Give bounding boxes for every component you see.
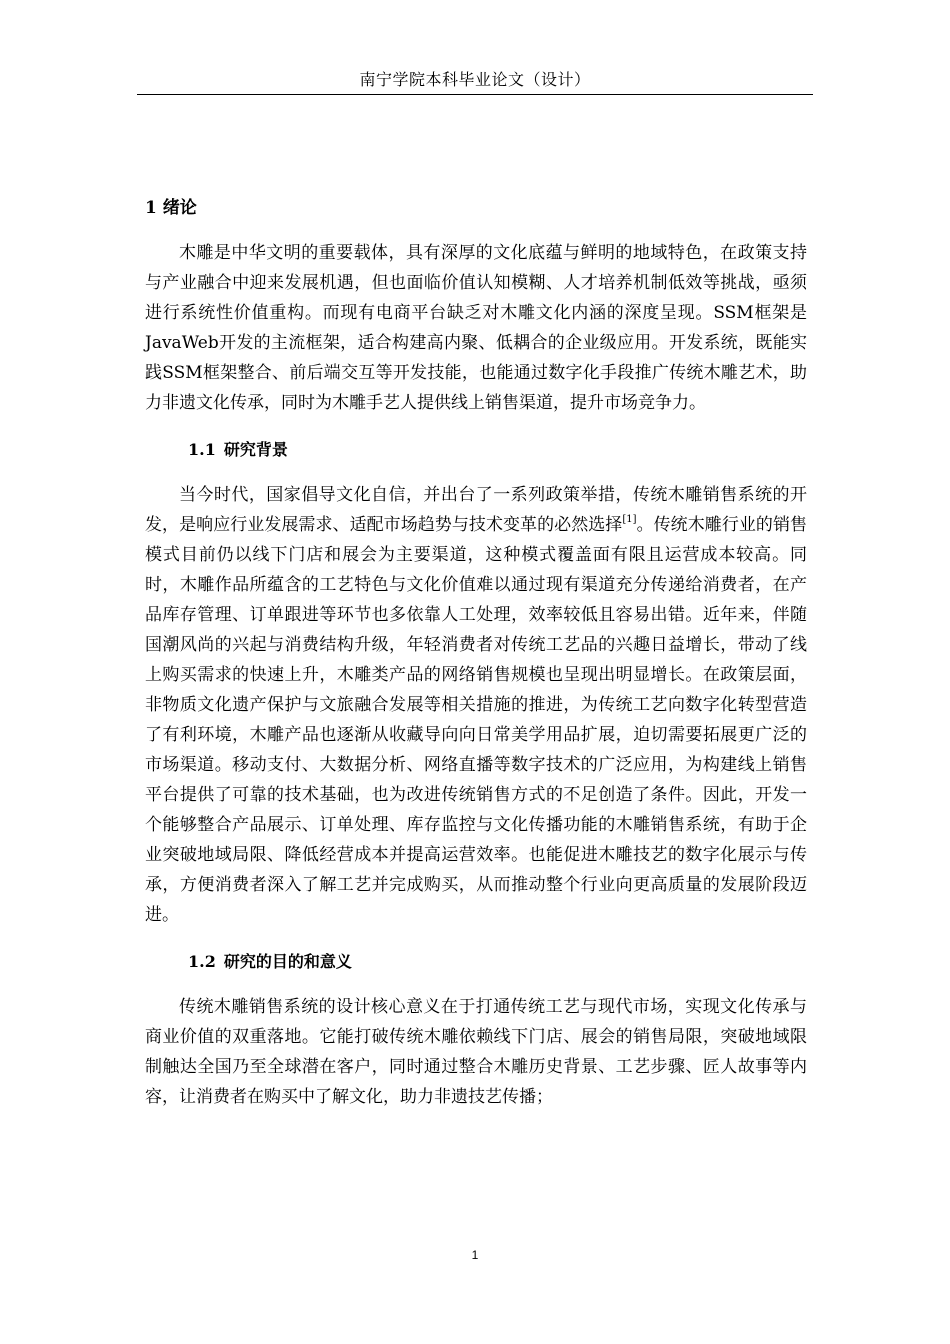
paragraph-intro: 木雕是中华文明的重要载体，具有深厚的文化底蕴与鲜明的地域特色，在政策支持与产业融合中迎来发展机遇，但也面临价值认知模糊、人才培养机制低效等挑战，亟须进行系统性价值重构。而现有电商平台缺乏对木雕文化内涵的深度呈现。SSM框架是JavaWeb开发的主流框架，适合构建高内聚、低耦合的企业级应用。开发系统，既能实践SSM框架整合、前后端交互等开发技能，也能通过数字化手段推广传统木雕艺术，助力非遗文化传承，同时为木雕手艺人提供线上销售渠道，提升市场竞争力。 (145, 243, 807, 413)
document-body (145, 190, 807, 1112)
section-number: 1.1 (188, 440, 216, 459)
paragraph-text: 当今时代，国家倡导文化自信，并出台了一系列政策举措，传统木雕销售系统的开发，是响应行业发展需求、适配市场趋势与技术变革的必然选择 (145, 485, 807, 535)
header-title: 南宁学院本科毕业论文（设计） (359, 70, 591, 89)
section-heading-1-2 (145, 944, 807, 980)
section-title: 研究的目的和意义 (223, 952, 352, 971)
page-header (137, 68, 813, 95)
section-title: 研究背景 (223, 440, 288, 459)
section-heading-1-1 (145, 432, 807, 468)
citation-reference: [1] (622, 514, 637, 525)
paragraph-purpose: 传统木雕销售系统的设计核心意义在于打通传统工艺与现代市场，实现文化传承与商业价值的双重落地。它能打破传统木雕依赖线下门店、展会的销售局限，突破地域限制触达全国乃至全球潜在客户，同时通过整合木雕历史背景、工艺步骤、匠人故事等内容，让消费者在购买中了解文化，助力非遗技艺传播； (145, 997, 807, 1107)
paragraph-text: 。传统木雕行业的销售模式目前仍以线下门店和展会为主要渠道，这种模式覆盖面有限且运营成本较高。同时，木雕作品所蕴含的工艺特色与文化价值难以通过现有渠道充分传递给消费者，在产品库存管理、订单跟进等环节也多依靠人工处理，效率较低且容易出错。近年来，伴随国潮风尚的兴起与消费结构升级，年轻消费者对传统工艺品的兴趣日益增长，带动了线上购买需求的快速上升，木雕类产品的网络销售规模也呈现出明显增长。在政策层面，非物质文化遗产保护与文旅融合发展等相关措施的推进，为传统工艺向数字化转型营造了有利环境，木雕产品也逐渐从收藏导向向日常美学用品扩展，迫切需要拓展更广泛的市场渠道。移动支付、大数据分析、网络直播等数字技术的广泛应用，为构建线上销售平台提供了可靠的技术基础，也为改进传统销售方式的不足创造了条件。因此，开发一个能够整合产品展示、订单处理、库存监控与文化传播功能的木雕销售系统，有助于企业突破地域局限、降低经营成本并提高运营效率。也能促进木雕技艺的数字化展示与传承，方便消费者深入了解工艺并完成购买，从而推动整个行业向更高质量的发展阶段迈进。 (145, 515, 808, 925)
chapter-heading: 1 绪论 (145, 198, 197, 218)
paragraph-background (145, 480, 807, 930)
page-number: 1 (471, 1248, 479, 1262)
section-number: 1.2 (188, 952, 216, 971)
